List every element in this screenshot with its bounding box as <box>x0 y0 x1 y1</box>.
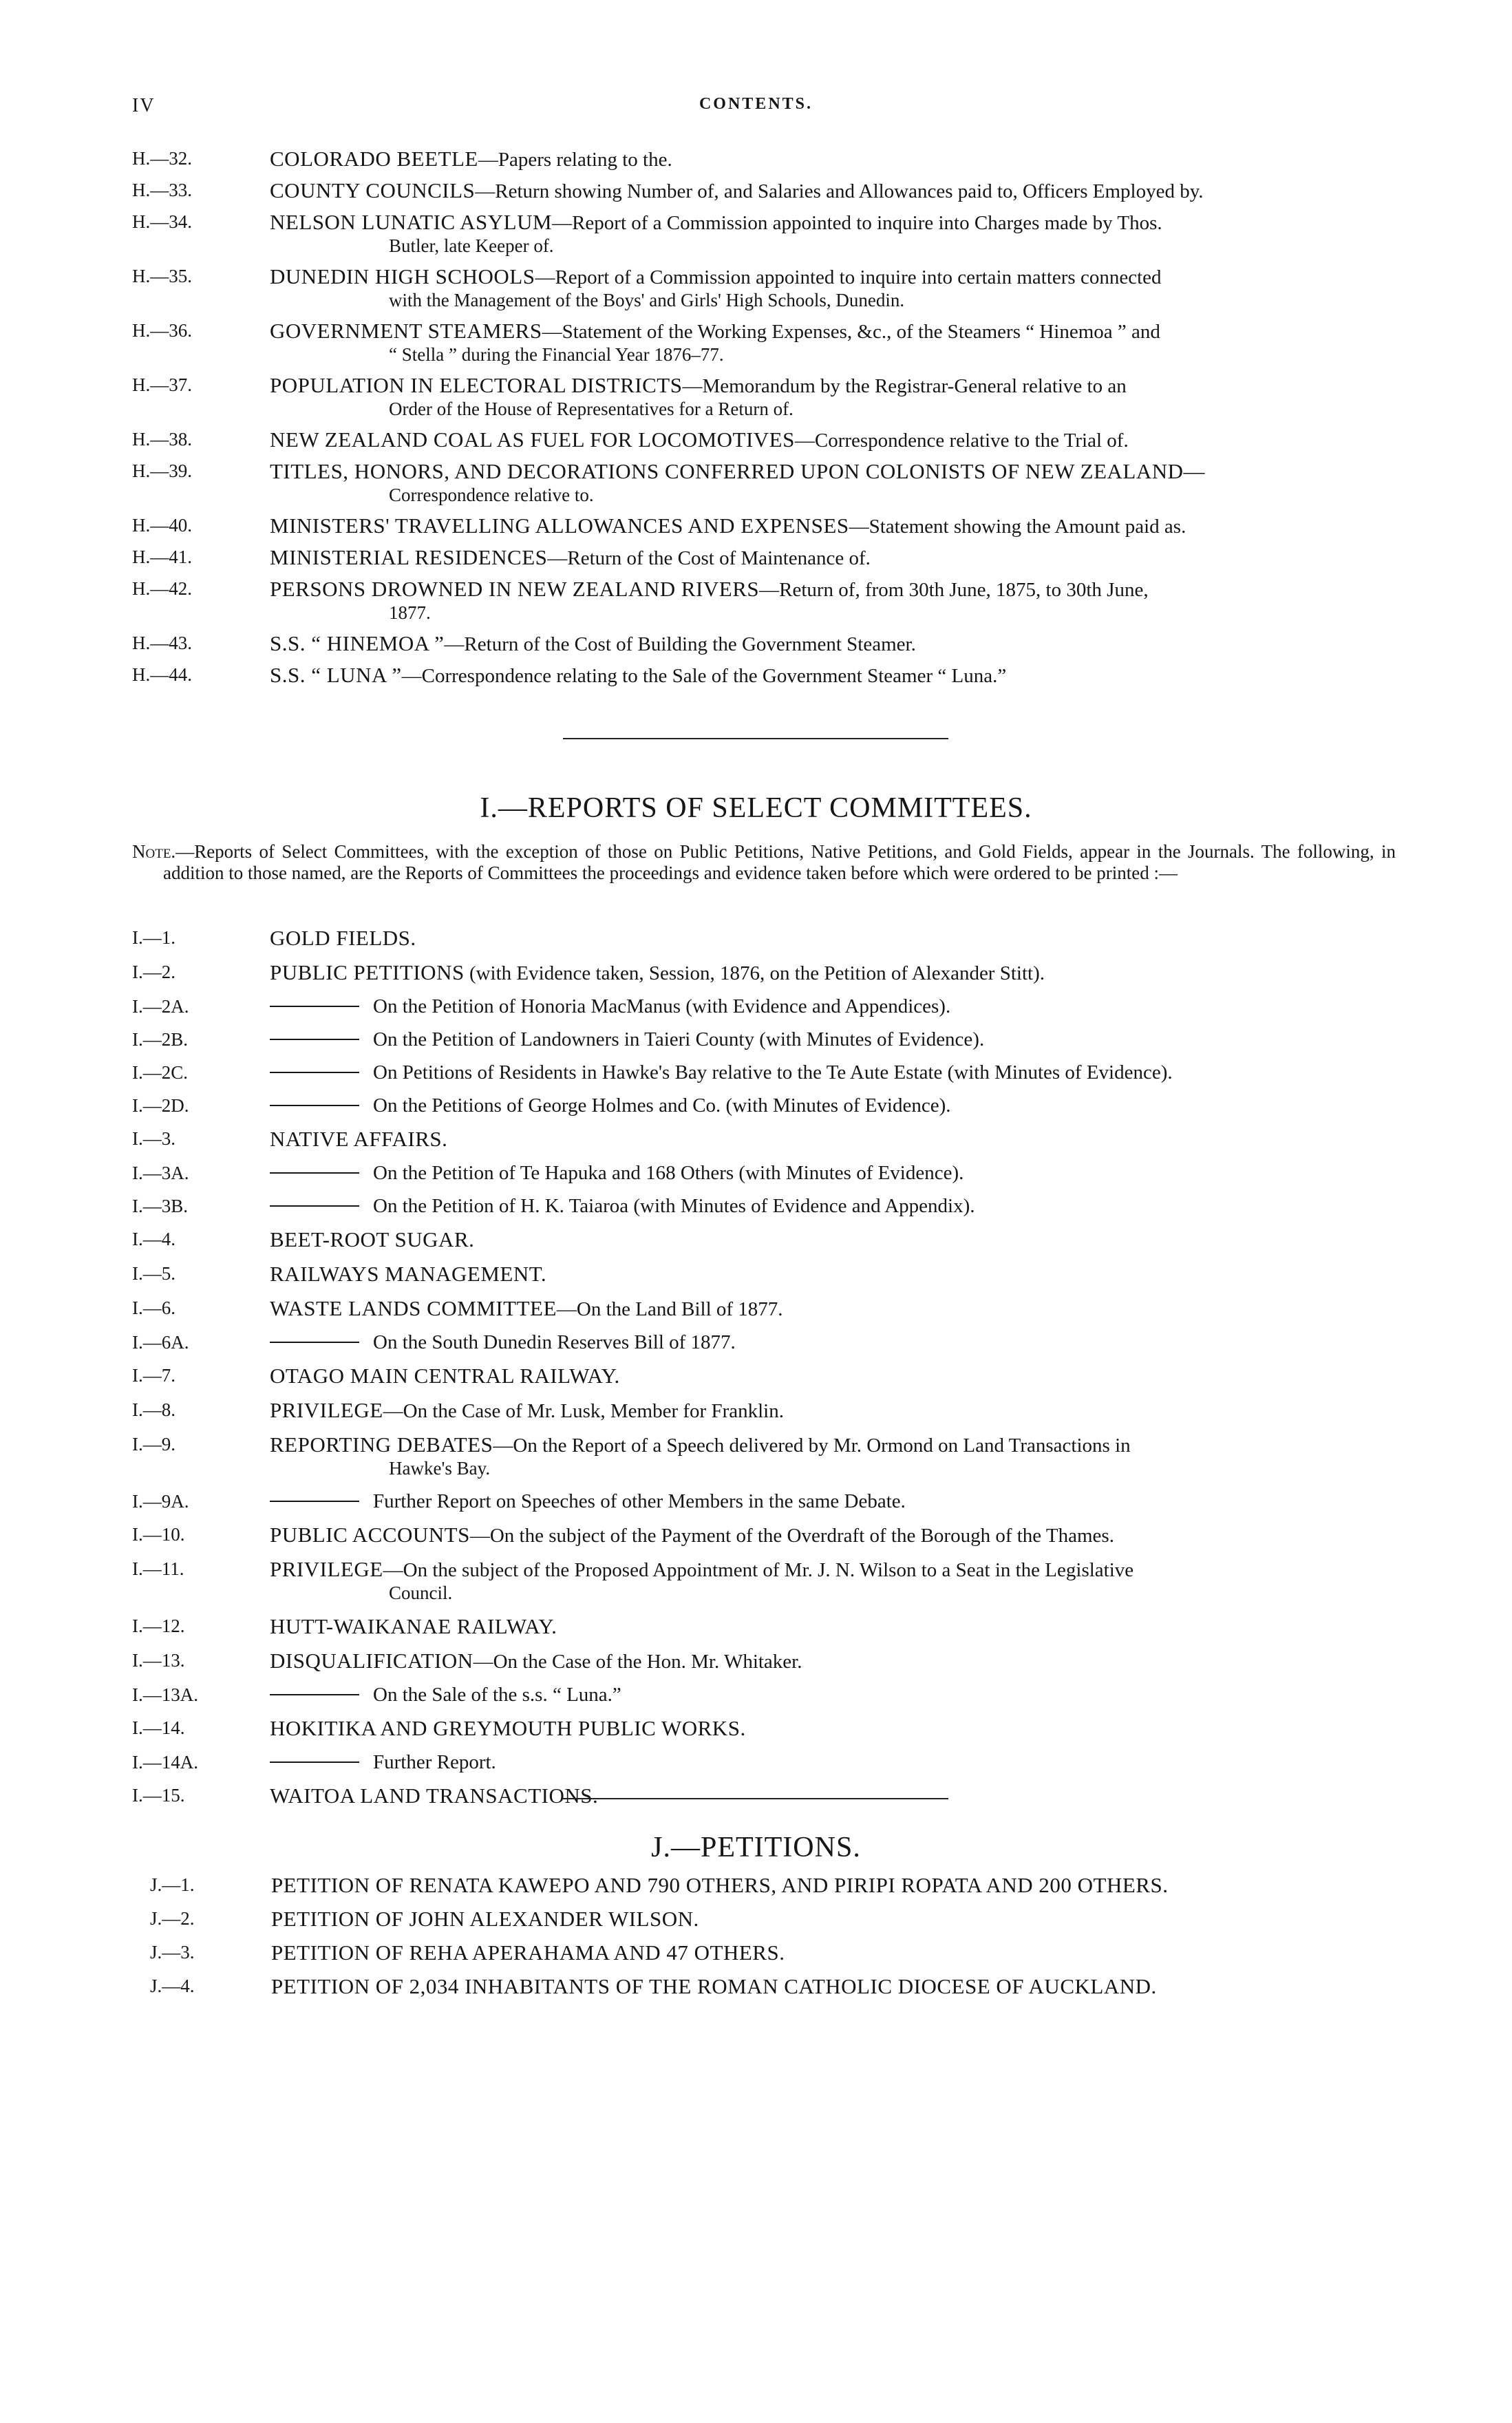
entry-code: I.—12. <box>132 1616 185 1636</box>
entry-continuation: Council. <box>389 1583 453 1603</box>
contents-entry <box>150 1874 1409 1898</box>
entry-title: NELSON LUNATIC ASYLUM <box>270 210 553 234</box>
entry-text <box>270 265 1392 312</box>
section-i-note <box>132 841 1396 884</box>
ditto-rule <box>270 1501 359 1502</box>
entry-description: (with Evidence taken, Session, 1876, on the Petition of Alexander Stitt). <box>464 962 1045 984</box>
contents-entry <box>132 1162 1392 1185</box>
entry-code: I.—15. <box>132 1785 185 1806</box>
entry-description: On the Petition of Landowners in Taieri County (with Minutes of Evidence). <box>373 1028 985 1050</box>
entry-code: H.—40. <box>132 515 192 536</box>
ditto-rule <box>270 1039 359 1040</box>
ditto-rule <box>270 1205 359 1207</box>
contents-entry <box>132 1433 1392 1480</box>
entry-title: WASTE LANDS COMMITTEE <box>270 1296 557 1320</box>
entry-code: J.—1. <box>150 1874 195 1895</box>
entry-code: I.—3B. <box>132 1196 188 1216</box>
section-i-heading: I.—REPORTS OF SELECT COMMITTEES. <box>480 792 1032 824</box>
entry-description: On the Petitions of George Holmes and Co. (with Minutes of Evidence). <box>373 1094 951 1117</box>
entry-title: WAITOA LAND TRANSACTIONS. <box>270 1784 599 1808</box>
entry-text <box>270 460 1392 507</box>
contents-entry <box>132 1331 1392 1354</box>
entry-continuation: Order of the House of Representatives for a Return of. <box>389 399 794 419</box>
contents-entry <box>132 1195 1392 1218</box>
contents-entry <box>132 1061 1392 1084</box>
entry-text <box>270 927 1392 951</box>
contents-entry <box>132 1399 1392 1423</box>
entry-description: —Report of a Commission appointed to inquire into Charges made by Thos. <box>552 212 1162 234</box>
contents-entry <box>132 428 1392 452</box>
entry-text <box>270 1399 1392 1423</box>
entry-title: COUNTY COUNCILS <box>270 178 476 202</box>
entry-title: GOLD FIELDS. <box>270 926 416 950</box>
entry-title: POPULATION IN ELECTORAL DISTRICTS <box>270 373 683 397</box>
entry-title: MINISTERS' TRAVELLING ALLOWANCES AND EXPENSES <box>270 514 849 538</box>
entry-text <box>270 1195 1392 1218</box>
entry-code: I.—14. <box>132 1717 185 1738</box>
entry-text <box>270 1490 1392 1513</box>
entry-code: I.—14A. <box>132 1752 198 1773</box>
running-head <box>0 95 1512 123</box>
contents-entry <box>132 1784 1392 1808</box>
note-label: Note. <box>132 841 176 862</box>
entry-code: I.—8. <box>132 1399 175 1420</box>
contents-entry <box>132 546 1392 570</box>
ditto-rule <box>270 1761 359 1763</box>
entry-title: HUTT-WAIKANAE RAILWAY. <box>270 1614 557 1638</box>
contents-entry <box>132 632 1392 656</box>
entry-description: —On the Report of a Speech delivered by Mr. Ormond on Land Transactions in <box>493 1435 1131 1457</box>
entry-description: On the Petition of Te Hapuka and 168 Others (with Minutes of Evidence). <box>373 1162 964 1184</box>
entry-text <box>271 1975 1409 1999</box>
entry-code: I.—13A. <box>132 1684 198 1705</box>
entry-code: I.—2. <box>132 962 175 982</box>
entry-text <box>270 1028 1392 1051</box>
entry-text <box>270 1297 1392 1321</box>
entry-code: I.—7. <box>132 1365 175 1386</box>
entry-text <box>270 1615 1392 1639</box>
entry-description: —Statement of the Working Expenses, &c., of the Steamers “ Hinemoa ” and <box>542 321 1160 343</box>
contents-entry <box>132 995 1392 1018</box>
entry-description: —Correspondence relating to the Sale of the Government Steamer “ Luna.” <box>401 665 1007 687</box>
entry-title: S.S. “ HINEMOA ” <box>270 631 445 655</box>
entry-code: H.—37. <box>132 374 192 395</box>
entry-description: —Return of the Cost of Maintenance of. <box>547 547 871 569</box>
entry-description: —On the Case of Mr. Lusk, Member for Franklin. <box>383 1400 784 1422</box>
entry-title: PUBLIC PETITIONS <box>270 960 465 984</box>
entry-title: PUBLIC ACCOUNTS <box>270 1523 470 1547</box>
contents-entry <box>132 1364 1392 1388</box>
entry-description: —On the Land Bill of 1877. <box>556 1298 783 1320</box>
entry-title: PETITION OF REHA APERAHAMA AND 47 OTHERS. <box>271 1940 785 1965</box>
entry-text <box>270 1364 1392 1388</box>
section-divider <box>563 1798 948 1799</box>
entry-text <box>270 1717 1392 1741</box>
entry-code: I.—6A. <box>132 1332 189 1353</box>
entry-title: OTAGO MAIN CENTRAL RAILWAY. <box>270 1364 620 1388</box>
entry-text <box>270 374 1392 421</box>
entry-description: On the Petition of Honoria MacManus (with Evidence and Appendices). <box>373 995 951 1017</box>
contents-entry <box>132 211 1392 257</box>
entry-description: On Petitions of Residents in Hawke's Bay relative to the Te Aute Estate (with Minutes of Evidence). <box>373 1061 1173 1083</box>
contents-entry <box>132 147 1392 171</box>
entry-description: On the Petition of H. K. Taiaroa (with Minutes of Evidence and Appendix). <box>373 1195 975 1217</box>
entry-title: BEET-ROOT SUGAR. <box>270 1227 475 1251</box>
entry-text <box>270 428 1392 452</box>
section-i-list <box>132 927 1392 1819</box>
entry-text <box>270 1751 1392 1774</box>
entry-title: DUNEDIN HIGH SCHOOLS <box>270 264 535 288</box>
ditto-rule <box>270 1342 359 1343</box>
section-j-heading: J.—PETITIONS. <box>651 1832 861 1863</box>
entry-title: GOVERNMENT STEAMERS <box>270 319 542 343</box>
contents-entry <box>150 1975 1409 1999</box>
entry-text <box>270 211 1392 257</box>
entry-description: On the South Dunedin Reserves Bill of 1877. <box>373 1331 736 1353</box>
page-number: IV <box>132 95 156 116</box>
contents-entry <box>132 1094 1392 1117</box>
entry-description: —Memorandum by the Registrar-General relative to an <box>682 375 1127 397</box>
entry-description: Further Report. <box>373 1751 496 1773</box>
entry-description: Further Report on Speeches of other Members in the same Debate. <box>373 1490 906 1512</box>
contents-entry <box>132 374 1392 421</box>
entry-title: NATIVE AFFAIRS. <box>270 1127 448 1151</box>
entry-title: REPORTING DEBATES <box>270 1432 493 1457</box>
entry-description: —On the subject of the Payment of the Overdraft of the Borough of the Thames. <box>469 1525 1114 1547</box>
contents-entry <box>132 1262 1392 1287</box>
entry-text <box>270 1331 1392 1354</box>
entry-code: I.—10. <box>132 1524 185 1545</box>
entry-text <box>270 514 1392 538</box>
entry-code: H.—41. <box>132 547 192 567</box>
entry-code: H.—36. <box>132 320 192 341</box>
entry-code: I.—2D. <box>132 1095 189 1116</box>
entry-text <box>270 1649 1392 1673</box>
contents-entry <box>132 1297 1392 1321</box>
contents-entry <box>132 319 1392 366</box>
entry-text <box>270 1162 1392 1185</box>
note-text: —Reports of Select Committees, with the exception of those on Public Petitions, Native Petitions, and Gold Fields, appear in the Journals. The following, in addition to those named, are the Reports of Committees the proceedings and evidence taken before which were ordered to be printed :— <box>163 841 1396 883</box>
entry-text <box>270 1094 1392 1117</box>
entry-title: TITLES, HONORS, AND DECORATIONS CONFERRED UPON COLONISTS OF NEW ZEALAND— <box>270 459 1205 483</box>
entry-title: DISQUALIFICATION <box>270 1649 473 1673</box>
entry-title: PERSONS DROWNED IN NEW ZEALAND RIVERS <box>270 577 760 601</box>
contents-entry <box>132 514 1392 538</box>
entry-text <box>270 179 1392 203</box>
contents-entry <box>132 1523 1392 1547</box>
entry-text <box>271 1941 1409 1965</box>
contents-entry <box>132 664 1392 688</box>
entry-description: —Correspondence relative to the Trial of. <box>794 430 1129 452</box>
contents-entry <box>132 179 1392 203</box>
entry-code: I.—5. <box>132 1263 175 1284</box>
contents-entry <box>132 1717 1392 1741</box>
entry-code: I.—11. <box>132 1558 184 1579</box>
entry-code: H.—34. <box>132 211 192 232</box>
contents-entry <box>150 1941 1409 1965</box>
entry-text <box>271 1874 1409 1898</box>
entry-text <box>270 546 1392 570</box>
entry-code: H.—43. <box>132 633 192 653</box>
contents-entry <box>132 927 1392 951</box>
ditto-rule <box>270 1694 359 1695</box>
entry-text <box>270 1061 1392 1084</box>
contents-entry <box>132 460 1392 507</box>
contents-entry <box>132 961 1392 985</box>
entry-title: RAILWAYS MANAGEMENT. <box>270 1262 547 1286</box>
entry-code: H.—44. <box>132 664 192 685</box>
contents-entry <box>132 1684 1392 1706</box>
entry-title: NEW ZEALAND COAL AS FUEL FOR LOCOMOTIVES <box>270 427 795 452</box>
entry-text <box>270 961 1392 985</box>
entry-text <box>271 1907 1409 1932</box>
contents-entry <box>132 1615 1392 1639</box>
contents-entry <box>132 1649 1392 1673</box>
entry-title: HOKITIKA AND GREYMOUTH PUBLIC WORKS. <box>270 1716 746 1740</box>
entry-code: J.—2. <box>150 1908 195 1929</box>
entry-description: —On the subject of the Proposed Appointment of Mr. J. N. Wilson to a Seat in the Legislative <box>383 1559 1134 1581</box>
contents-entry <box>132 1028 1392 1051</box>
entry-description: —Return of, from 30th June, 1875, to 30th June, <box>759 579 1149 601</box>
entry-code: J.—4. <box>150 1976 195 1996</box>
entry-code: I.—4. <box>132 1229 175 1249</box>
contents-entry <box>132 265 1392 312</box>
entry-continuation: “ Stella ” during the Financial Year 1876–77. <box>389 344 724 365</box>
running-title: CONTENTS. <box>699 95 813 113</box>
entry-code: I.—1. <box>132 927 175 948</box>
entry-text <box>270 578 1392 624</box>
contents-entry <box>132 1128 1392 1152</box>
ditto-rule <box>270 1072 359 1073</box>
entry-code: H.—38. <box>132 429 192 449</box>
entry-title: PRIVILEGE <box>270 1557 383 1581</box>
entry-continuation: Hawke's Bay. <box>389 1458 491 1479</box>
entry-text <box>270 1523 1392 1547</box>
section-h-list <box>132 147 1392 695</box>
entry-text <box>270 1128 1392 1152</box>
entry-text <box>270 632 1392 656</box>
entry-title: PETITION OF JOHN ALEXANDER WILSON. <box>271 1907 699 1931</box>
entry-title: PRIVILEGE <box>270 1398 383 1422</box>
entry-code: H.—42. <box>132 578 192 599</box>
entry-code: I.—6. <box>132 1298 175 1318</box>
contents-entry <box>150 1907 1409 1932</box>
entry-code: I.—9. <box>132 1434 175 1454</box>
entry-description: —Return of the Cost of Building the Government Steamer. <box>444 633 916 655</box>
ditto-rule <box>270 1006 359 1007</box>
entry-text <box>270 1558 1392 1605</box>
entry-code: J.—3. <box>150 1942 195 1962</box>
section-divider <box>563 738 948 739</box>
entry-title: MINISTERIAL RESIDENCES <box>270 545 548 569</box>
entry-text <box>270 664 1392 688</box>
entry-code: I.—3. <box>132 1128 175 1149</box>
entry-continuation: Correspondence relative to. <box>389 485 594 505</box>
contents-entry <box>132 1751 1392 1774</box>
entry-code: I.—9A. <box>132 1491 189 1512</box>
entry-title: PETITION OF 2,034 INHABITANTS OF THE ROMAN CATHOLIC DIOCESE OF AUCKLAND. <box>271 1974 1157 1998</box>
entry-text <box>270 1228 1392 1252</box>
entry-text <box>270 319 1392 366</box>
entry-code: H.—35. <box>132 266 192 286</box>
entry-continuation: with the Management of the Boys' and Girls' High Schools, Dunedin. <box>389 290 905 310</box>
contents-entry <box>132 1558 1392 1605</box>
entry-title: PETITION OF RENATA KAWEPO AND 790 OTHERS, AND PIRIPI ROPATA AND 200 OTHERS. <box>271 1873 1169 1897</box>
entry-continuation: 1877. <box>389 602 431 623</box>
entry-text <box>270 147 1392 171</box>
section-j-list <box>150 1874 1409 2009</box>
contents-entry <box>132 1490 1392 1513</box>
entry-code: I.—3A. <box>132 1163 189 1183</box>
ditto-rule <box>270 1105 359 1106</box>
entry-title: COLORADO BEETLE <box>270 147 478 171</box>
contents-entry <box>132 578 1392 624</box>
entry-description: On the Sale of the s.s. “ Luna.” <box>373 1684 621 1706</box>
entry-code: H.—39. <box>132 461 192 481</box>
entry-description: —Papers relating to the. <box>478 149 672 171</box>
entry-description: —Return showing Number of, and Salaries and Allowances paid to, Officers Employed by. <box>475 180 1204 202</box>
entry-description: —Report of a Commission appointed to inquire into certain matters connected <box>535 266 1162 288</box>
entry-description: —On the Case of the Hon. Mr. Whitaker. <box>473 1651 802 1673</box>
entry-text <box>270 995 1392 1018</box>
entry-continuation: Butler, late Keeper of. <box>389 235 554 256</box>
entry-code: I.—2B. <box>132 1029 188 1050</box>
entry-text <box>270 1684 1392 1706</box>
entry-code: I.—2C. <box>132 1062 188 1083</box>
entry-code: I.—2A. <box>132 996 189 1017</box>
entry-text <box>270 1262 1392 1287</box>
entry-text <box>270 1433 1392 1480</box>
entry-description: —Statement showing the Amount paid as. <box>849 516 1186 538</box>
entry-title: S.S. “ LUNA ” <box>270 663 402 687</box>
entry-code: H.—32. <box>132 148 192 169</box>
contents-entry <box>132 1228 1392 1252</box>
entry-text <box>270 1784 1392 1808</box>
entry-code: I.—13. <box>132 1650 185 1671</box>
ditto-rule <box>270 1172 359 1174</box>
entry-code: H.—33. <box>132 180 192 200</box>
